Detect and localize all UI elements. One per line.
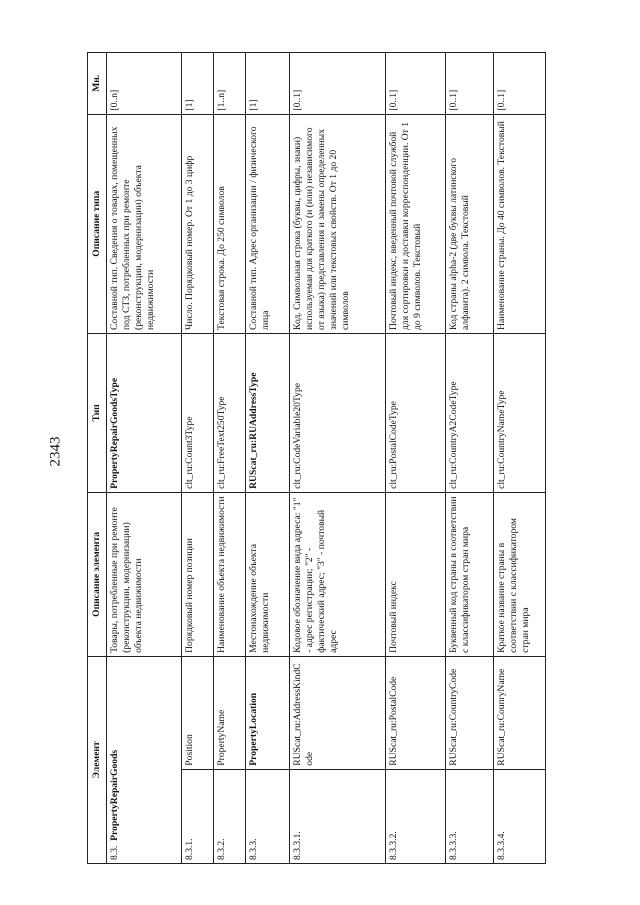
row-element-description: Наименование объекта недвижимости (213, 492, 245, 656)
row-type: clt_ru:PostalCodeType (385, 333, 445, 492)
table-row (213, 53, 245, 864)
row-multiplicity: [0..1] (385, 53, 445, 115)
row-number: 8.3.3.1. (289, 769, 385, 863)
row-element-description: Кодовое обозначение вида адреса: "1" - адрес регистрации; "2" - фактический адрес; "3" - почтовый адрес (289, 492, 385, 656)
row-multiplicity: [0..1] (289, 53, 385, 115)
table-row (385, 53, 445, 864)
row-element: PropertyRepairGoods (108, 749, 120, 841)
table-row (245, 53, 289, 864)
row-number: 8.3.3.3. (445, 769, 493, 863)
table-row (289, 53, 385, 864)
row-number: 8.3. (108, 845, 120, 860)
table-row (493, 53, 545, 864)
row-type-description: Число. Порядковый номер. От 1 до 3 цифр (181, 114, 213, 333)
row-element: PropertyName (213, 656, 245, 769)
rotated-table-container (87, 52, 640, 864)
row-element: RUScat_ru:CountryCode (445, 656, 493, 769)
row-number: 8.3.3.2. (385, 769, 445, 863)
row-number: 8.3.2. (213, 769, 245, 863)
row-element: RUScat_ru:CounryName (493, 656, 545, 769)
row-number: 8.3.3.4. (493, 769, 545, 863)
header-element-description: Описание элемента (88, 492, 107, 656)
row-element-description: Порядковый номер позиции (181, 492, 213, 656)
row-type: clt_ru:CountryNameType (493, 333, 545, 492)
row-multiplicity: [0..1] (493, 53, 545, 115)
row-element-cell (106, 656, 181, 863)
table-row (445, 53, 493, 864)
row-type: clt_ru:Count3Type (181, 333, 213, 492)
row-element: RUScat_ru:AddressKindCode (289, 656, 385, 769)
row-type-description: Составной тип. Адрес организации / физического лица (245, 114, 289, 333)
row-type-description: Код страны alpha-2 (две буквы латинского алфавита). 2 символа. Текстовый (445, 114, 493, 333)
header-type-description: Описание типа (88, 114, 107, 333)
row-element-description: Буквенный код страны в соответствии с классификатором стран мира (445, 492, 493, 656)
row-type: RUScat_ru:RUAddressType (245, 333, 289, 492)
table-header-row (88, 53, 107, 864)
row-element-description: Товары, потребленные при ремонте (реконструкции, модернизации) объекта недвижимости (106, 492, 181, 656)
table-row (181, 53, 213, 864)
row-element: PropertyLocation (245, 656, 289, 769)
row-multiplicity: [1] (181, 53, 213, 115)
row-type: PropertyRepairGoodsType (106, 333, 181, 492)
row-type: clt_ru:FreeText250Type (213, 333, 245, 492)
page-number: 2343 (47, 436, 64, 467)
row-multiplicity: [1] (245, 53, 289, 115)
table-row (106, 53, 181, 864)
header-multiplicity: Мн. (88, 53, 107, 115)
row-number: 8.3.1. (181, 769, 213, 863)
row-element-description: Почтовый индекс (385, 492, 445, 656)
row-multiplicity: [1..n] (213, 53, 245, 115)
row-element: RUScat_ru:PostalCode (385, 656, 445, 769)
header-element: Элемент (88, 656, 107, 863)
row-number: 8.3.3. (245, 769, 289, 863)
row-type-description: Текстовая строка. До 250 символов (213, 114, 245, 333)
row-multiplicity: [0..1] (445, 53, 493, 115)
row-element-description: Местонахождение объекта недвижимости (245, 492, 289, 656)
header-type: Тип (88, 333, 107, 492)
schema-table (87, 52, 546, 864)
row-type-description: Код. Символьная строка (буквы, цифры, знаки) используемая для краткого (и (или) независимого от языка) представления и замены определенных значений или текстовых свойств. От 1 до 20 символов (289, 114, 385, 333)
row-element-description: Краткое название страны в соответствии с классификатором стран мира (493, 492, 545, 656)
row-multiplicity: [0..n] (106, 53, 181, 115)
row-element: Position (181, 656, 213, 769)
row-type: clt_ru:CodeVariable20Type (289, 333, 385, 492)
row-type: clt_ru:CountryA2CodeType (445, 333, 493, 492)
row-type-description: Составной тип. Сведения о товарах, помещенных под СТЗ, потребленных при ремонте (реконструкции, модернизации) объекта недвижимости (106, 114, 181, 333)
row-type-description: Почтовый индекс, введенный почтовой службой для сортировки и доставки корреспонденции. От 1 до 9 символов. Текстовый (385, 114, 445, 333)
row-type-description: Наименование страны. До 40 символов. Текстовый (493, 114, 545, 333)
